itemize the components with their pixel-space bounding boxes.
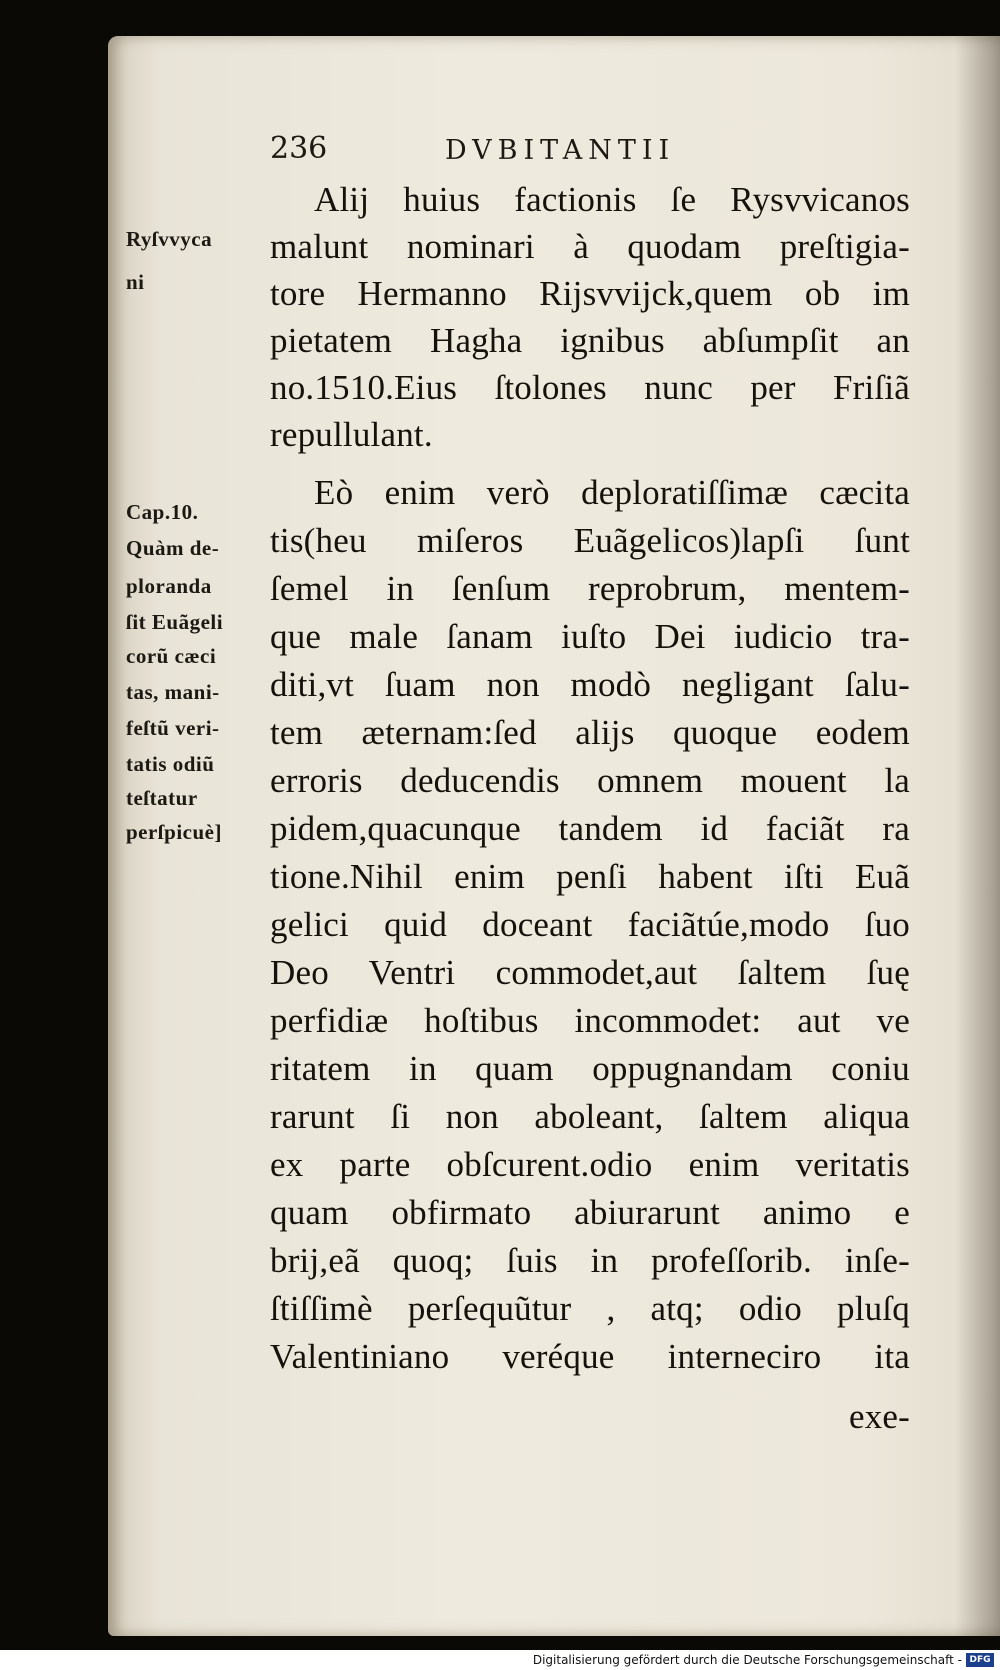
running-title: DVBITANTII bbox=[445, 135, 676, 166]
text-line: ex parte obſcurent.odio enim veritatis bbox=[270, 1145, 910, 1184]
sidenote-line: ploranda bbox=[126, 574, 212, 598]
running-head bbox=[270, 131, 970, 174]
catchword: exe- bbox=[848, 1397, 910, 1436]
text-line: brij,eã quoq; ſuis in profeſſorib. inſe- bbox=[270, 1241, 910, 1280]
text-line: ritatem in quam oppugnandam coniu bbox=[270, 1049, 910, 1088]
sidenote-line: Ryſvvyca bbox=[126, 227, 213, 251]
sidenote-line: Cap.10. bbox=[126, 500, 199, 524]
text-line: rarunt ſi non aboleant, ſaltem aliqua bbox=[270, 1097, 910, 1136]
sidenote-line: perſpicuè] bbox=[126, 820, 222, 844]
text-line: tore Hermanno Rijsvvijck,quem ob im bbox=[270, 274, 910, 313]
sidenote-line: feſtũ veri- bbox=[126, 716, 220, 740]
text-line: erroris deducendis omnem mouent la bbox=[270, 761, 910, 800]
text-line: quam obfirmato abiurarunt animo e bbox=[270, 1193, 910, 1232]
text-line: Eò enim verò deploratiſſimæ cæcita bbox=[314, 473, 910, 512]
text-line: perfidiæ hoſtibus incommodet: aut ve bbox=[270, 1001, 910, 1040]
text-line: Deo Ventri commodet,aut ſaltem ſuę bbox=[270, 953, 910, 992]
text-line: malunt nominari à quodam preſtigia- bbox=[270, 227, 910, 266]
text-line: que male ſanam iuſto Dei iudicio tra- bbox=[270, 617, 910, 656]
sidenote-line: ſit Euãgeli bbox=[126, 610, 224, 634]
text-line: no.1510.Eius ſtolones nunc per Friſiã bbox=[270, 368, 910, 407]
text-line: Valentiniano veréque interneciro ita bbox=[270, 1337, 910, 1376]
gutter-shadow bbox=[955, 36, 1000, 1636]
funding-credit: Digitalisierung gefördert durch die Deutsche Forschungsgemeinschaft - bbox=[532, 1653, 962, 1667]
text-line: gelici quid doceant faciãtúe,modo ſuo bbox=[270, 905, 910, 944]
sidenote-line: ni bbox=[126, 270, 145, 294]
text-line: repullulant. bbox=[270, 415, 433, 454]
sidenote-line: tatis odiũ bbox=[126, 752, 215, 776]
sidenote-line: Quàm de- bbox=[126, 536, 220, 560]
sidenote-line: teſtatur bbox=[126, 786, 198, 810]
dfg-logo-icon: DFG bbox=[966, 1653, 994, 1667]
text-line: tem æternam:ſed alijs quoque eodem bbox=[270, 713, 910, 752]
text-line: ſemel in ſenſum reprobrum, mentem- bbox=[270, 569, 910, 608]
text-line: tis(heu miſeros Euãgelicos)lapſi ſunt bbox=[270, 521, 910, 560]
text-line: pietatem Hagha ignibus abſumpſit an bbox=[270, 321, 910, 360]
text-line: tione.Nihil enim penſi habent iſti Euã bbox=[270, 857, 910, 896]
sidenote-line: corũ cæci bbox=[126, 644, 217, 668]
sidenote-line: tas, mani- bbox=[126, 680, 220, 704]
page-number: 236 bbox=[270, 131, 328, 166]
digitization-footer bbox=[0, 1650, 1000, 1670]
text-line: pidem,quacunque tandem id faciãt ra bbox=[270, 809, 910, 848]
text-line: ſtiſſimè perſequũtur , atq; odio pluſq bbox=[270, 1289, 910, 1328]
text-line: diti,vt ſuam non modò negligant ſalu- bbox=[270, 665, 910, 704]
text-line: Alij huius factionis ſe Rysvvicanos bbox=[314, 180, 910, 219]
